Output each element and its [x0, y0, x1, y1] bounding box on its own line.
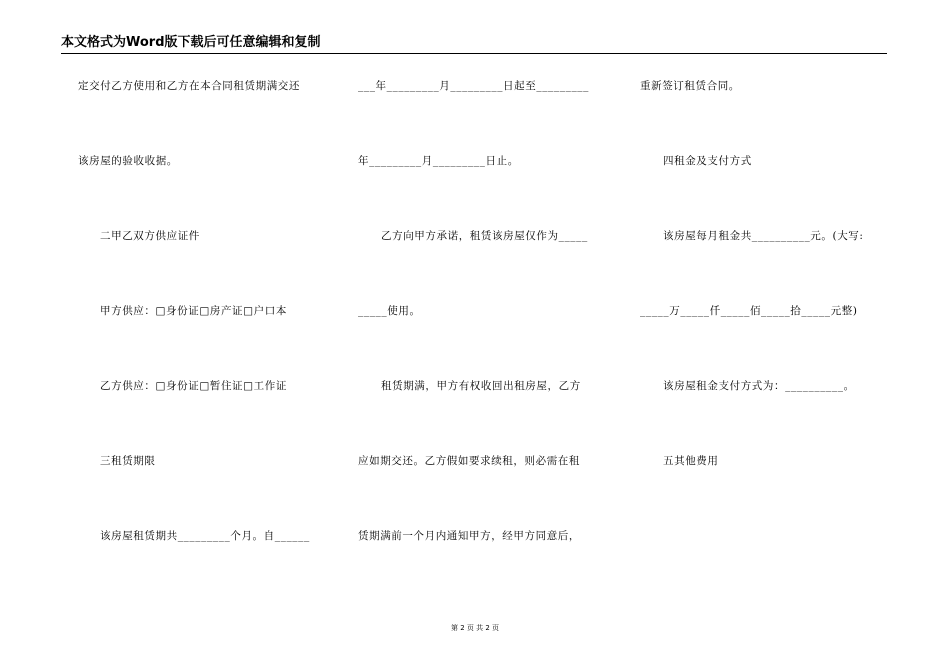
page-number: 第 2 页 共 2 页 — [450, 624, 500, 632]
section-heading: 三租赁期限 — [100, 455, 156, 467]
header-rule — [61, 53, 887, 54]
text-line: 乙方向甲方承诺，租赁该房屋仅作为_____ — [381, 230, 588, 242]
text-line: _____使用。 — [358, 305, 421, 317]
text-line: ___年_________月_________日起至_________ — [358, 80, 589, 92]
text-line: 该房屋租金支付方式为：__________。 — [663, 380, 855, 392]
text-line: 租赁期满，甲方有权收回出租房屋，乙方 — [381, 380, 581, 392]
text-line: _____万_____仟_____佰_____拾_____元整) — [640, 305, 858, 317]
text-line: 重新签订租赁合同。 — [640, 80, 740, 92]
text-line: 应如期交还。乙方假如要求续租，则必需在租 — [358, 455, 580, 467]
text-line: 定交付乙方使用和乙方在本合同租赁期满交还 — [78, 80, 300, 92]
text-line: 年_________月_________日止。 — [358, 155, 519, 167]
text-line: 该房屋租赁期共_________个月。自______ — [100, 530, 310, 542]
text-line: 甲方供应：□身份证□房产证□户口本 — [100, 305, 287, 317]
text-line: 该房屋的验收收据。 — [78, 155, 178, 167]
document-header: 本文格式为Word版下载后可任意编辑和复制 — [61, 35, 321, 50]
text-line: 该房屋每月租金共__________元。(大写: — [663, 230, 864, 242]
section-heading: 四租金及支付方式 — [663, 155, 752, 167]
section-heading: 五其他费用 — [663, 455, 719, 467]
text-line: 赁期满前一个月内通知甲方，经甲方同意后， — [358, 530, 580, 542]
text-line: 乙方供应：□身份证□暂住证□工作证 — [100, 380, 287, 392]
section-heading: 二甲乙双方供应证件 — [100, 230, 200, 242]
